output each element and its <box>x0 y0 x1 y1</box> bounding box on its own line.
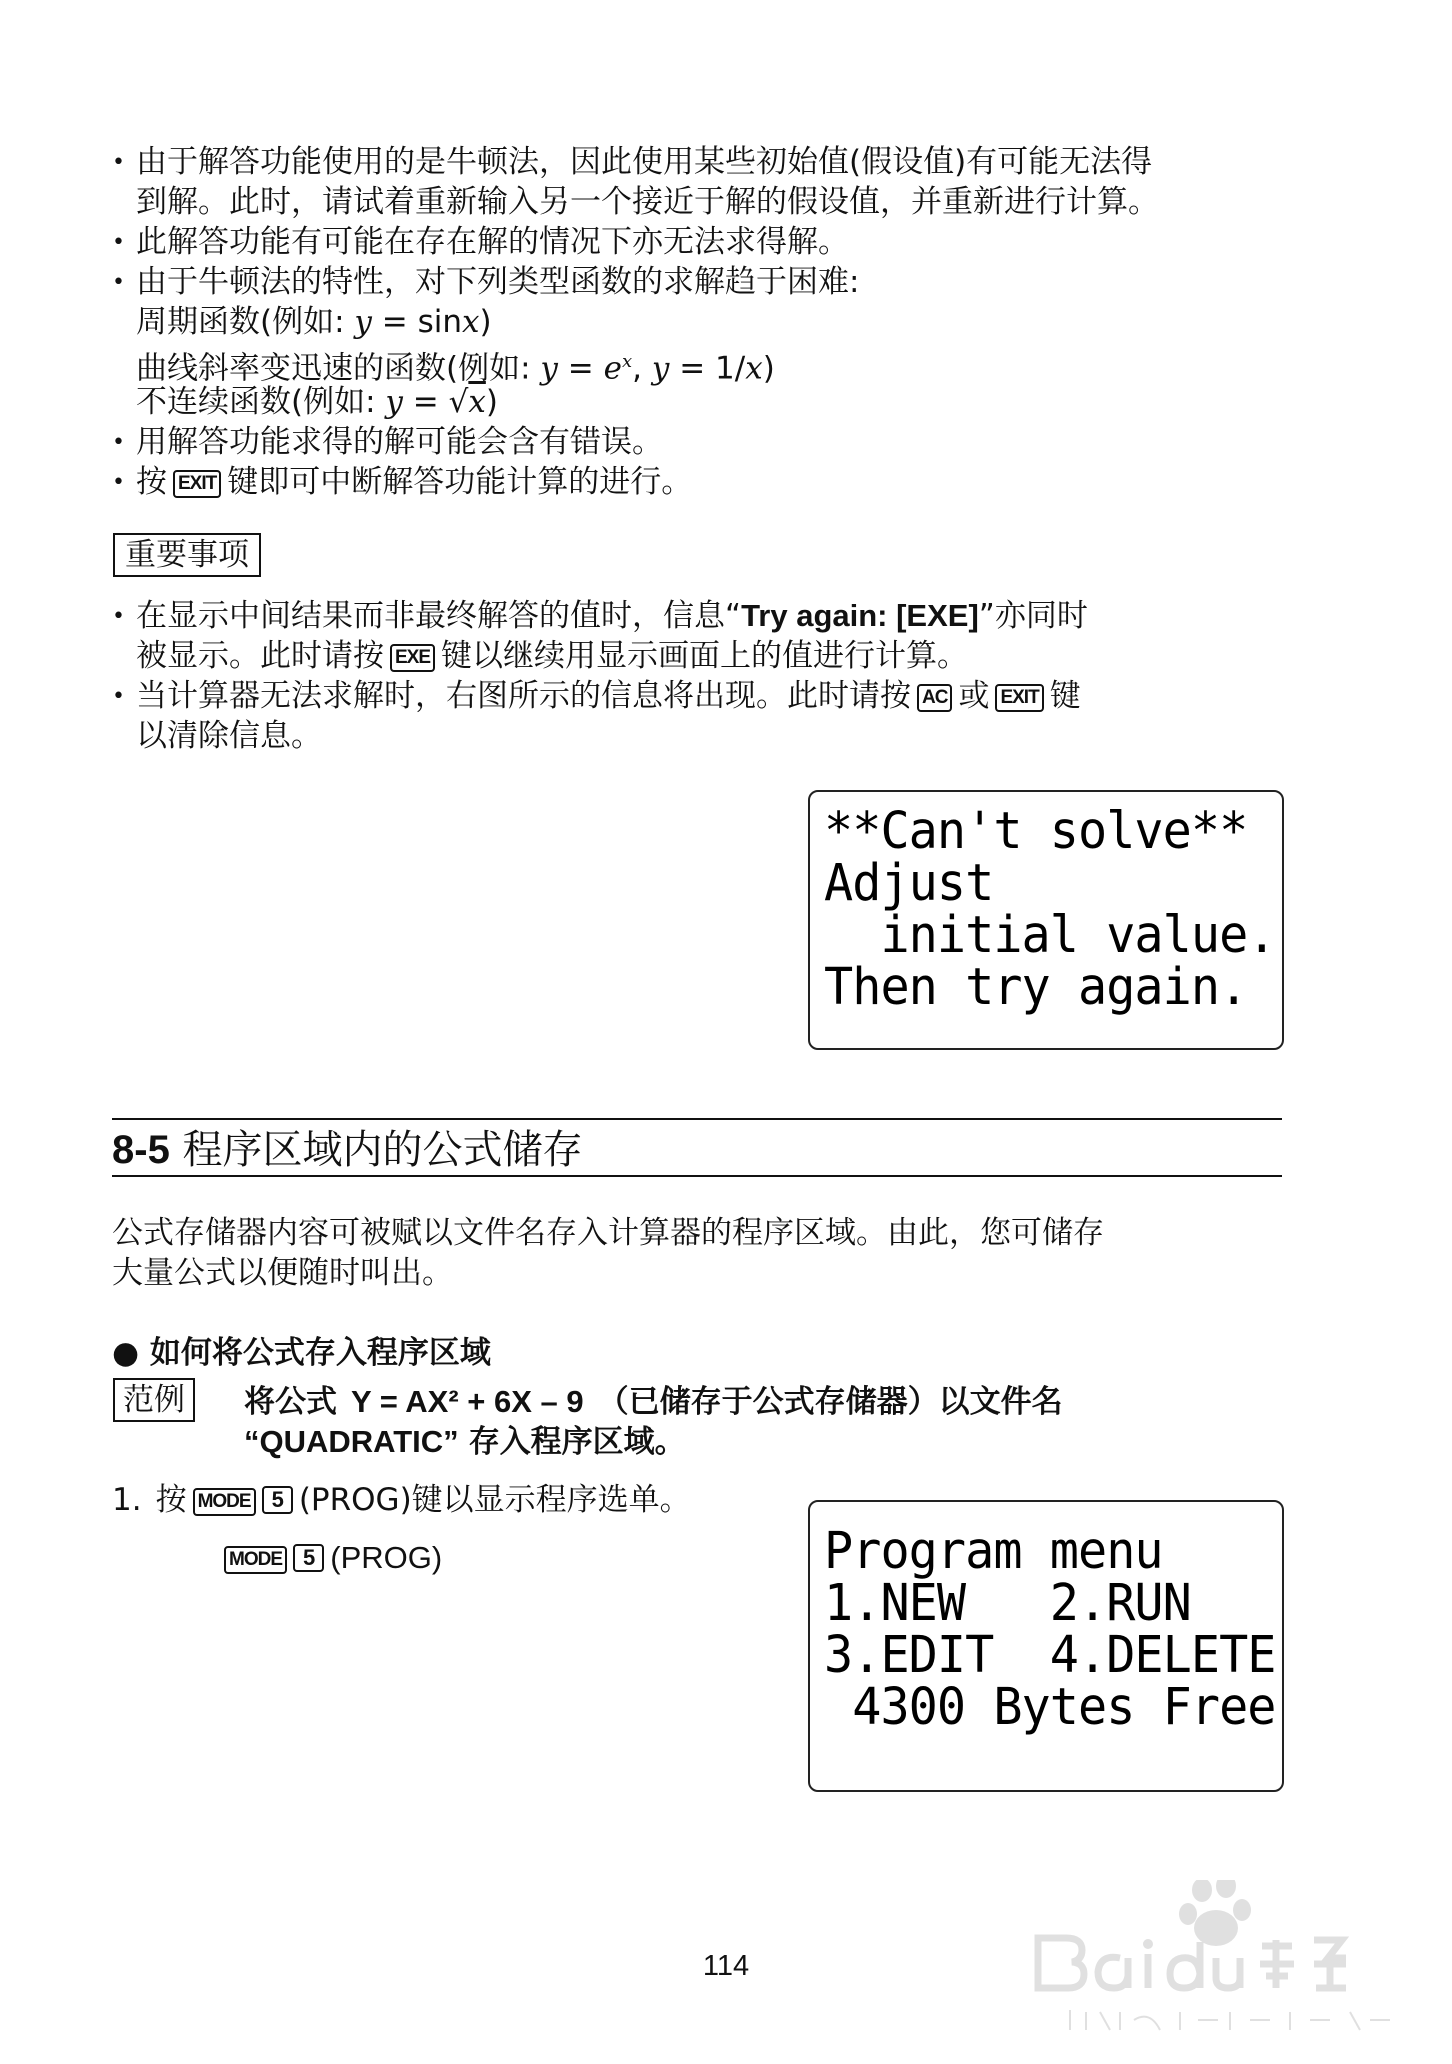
bullet-dot: • <box>112 430 125 455</box>
section-intro-line-1: 公式存储器内容可被赋以文件名存入计算器的程序区域。由此，您可储存 <box>112 1215 1104 1251</box>
screen-line: 3.EDIT 4.DELETE <box>824 1626 1276 1685</box>
example-line-1: 将公式 Y = AX² + 6X – 9 （已储存于公式存储器）以文件名 <box>244 1384 1063 1420</box>
note-1-line-1: 由于解答功能使用的是牛顿法，因此使用某些初始值(假设值)有可能无法得 <box>136 144 1153 180</box>
important-2-line-2: 以清除信息。 <box>136 718 322 754</box>
mode-key-icon: MODE <box>224 1546 287 1574</box>
important-label: 重要事项 <box>113 533 261 577</box>
example-label: 范例 <box>113 1378 195 1422</box>
screen-line: 1.NEW 2.RUN <box>824 1574 1191 1633</box>
section-top-rule <box>112 1118 1282 1120</box>
program-menu-screen <box>808 1500 1284 1792</box>
note-5: 按 EXIT 键即可中断解答功能计算的进行。 <box>136 464 693 500</box>
exe-key-icon: EXE <box>390 644 435 672</box>
screen-line: **Can't solve** <box>824 802 1248 861</box>
howto-heading: ● 如何将公式存入程序区域 <box>112 1335 491 1371</box>
bullet-dot: • <box>112 230 125 255</box>
bullet-dot: • <box>112 470 125 495</box>
key-sequence: MODE 5 (PROG) <box>224 1538 442 1578</box>
ac-key-icon: AC <box>917 684 952 712</box>
note-3-line-1: 由于牛顿法的特性，对下列类型函数的求解趋于困难: <box>136 264 860 300</box>
five-key-icon: 5 <box>262 1486 293 1514</box>
section-intro-line-2: 大量公式以便随时叫出。 <box>112 1255 453 1291</box>
screen-line: Adjust <box>824 854 994 913</box>
step-1: 1. 按 MODE 5 (PROG)键以显示程序选单。 <box>112 1482 691 1518</box>
five-key-icon: 5 <box>293 1544 324 1572</box>
bullet-dot: • <box>112 604 125 629</box>
bullet-dot: • <box>112 684 125 709</box>
section-heading: 8-5 程序区域内的公式储存 <box>112 1127 583 1173</box>
screen-line: 4300 Bytes Free <box>824 1678 1276 1737</box>
screen-line: Then try again. <box>824 958 1248 1017</box>
exit-key-icon: EXIT <box>995 684 1043 712</box>
note-3-discontinuous: 不连续函数(例如: y = √x) <box>136 384 498 420</box>
note-1-line-2: 到解。此时，请试着重新输入另一个接近于解的假设值，并重新进行计算。 <box>136 184 1159 220</box>
bullet-dot: • <box>112 270 125 295</box>
bullet-dot: • <box>112 150 125 175</box>
section-bottom-rule <box>112 1175 1282 1177</box>
bullet-circle-icon: ● <box>112 1335 150 1371</box>
baidu-watermark-logo <box>1030 1880 1420 2040</box>
example-line-2: “QUADRATIC” 存入程序区域。 <box>244 1424 686 1460</box>
important-1-line-2: 被显示。此时请按 EXE 键以继续用显示画面上的值进行计算。 <box>136 638 969 674</box>
page-number: 114 <box>702 1950 750 1982</box>
note-3-slope: 曲线斜率变迅速的函数(例如: $y = e^x$, y = 1/x) <box>136 350 775 387</box>
exit-key-icon: EXIT <box>173 470 221 498</box>
screen-line: Program menu <box>824 1522 1163 1581</box>
cant-solve-screen <box>808 790 1284 1050</box>
note-3-periodic: 周期函数(例如: y = sinx) <box>136 304 492 340</box>
note-4: 用解答功能求得的解可能会含有错误。 <box>136 424 663 460</box>
note-2: 此解答功能有可能在存在解的情况下亦无法求得解。 <box>136 224 849 260</box>
screen-line: initial value. <box>824 906 1276 965</box>
important-1-line-1: 在显示中间结果而非最终解答的值时，信息“Try again: [EXE]”亦同时 <box>136 598 1088 634</box>
important-2-line-1: 当计算器无法求解时，右图所示的信息将出现。此时请按 AC 或 EXIT 键 <box>136 678 1081 714</box>
mode-key-icon: MODE <box>193 1488 256 1516</box>
